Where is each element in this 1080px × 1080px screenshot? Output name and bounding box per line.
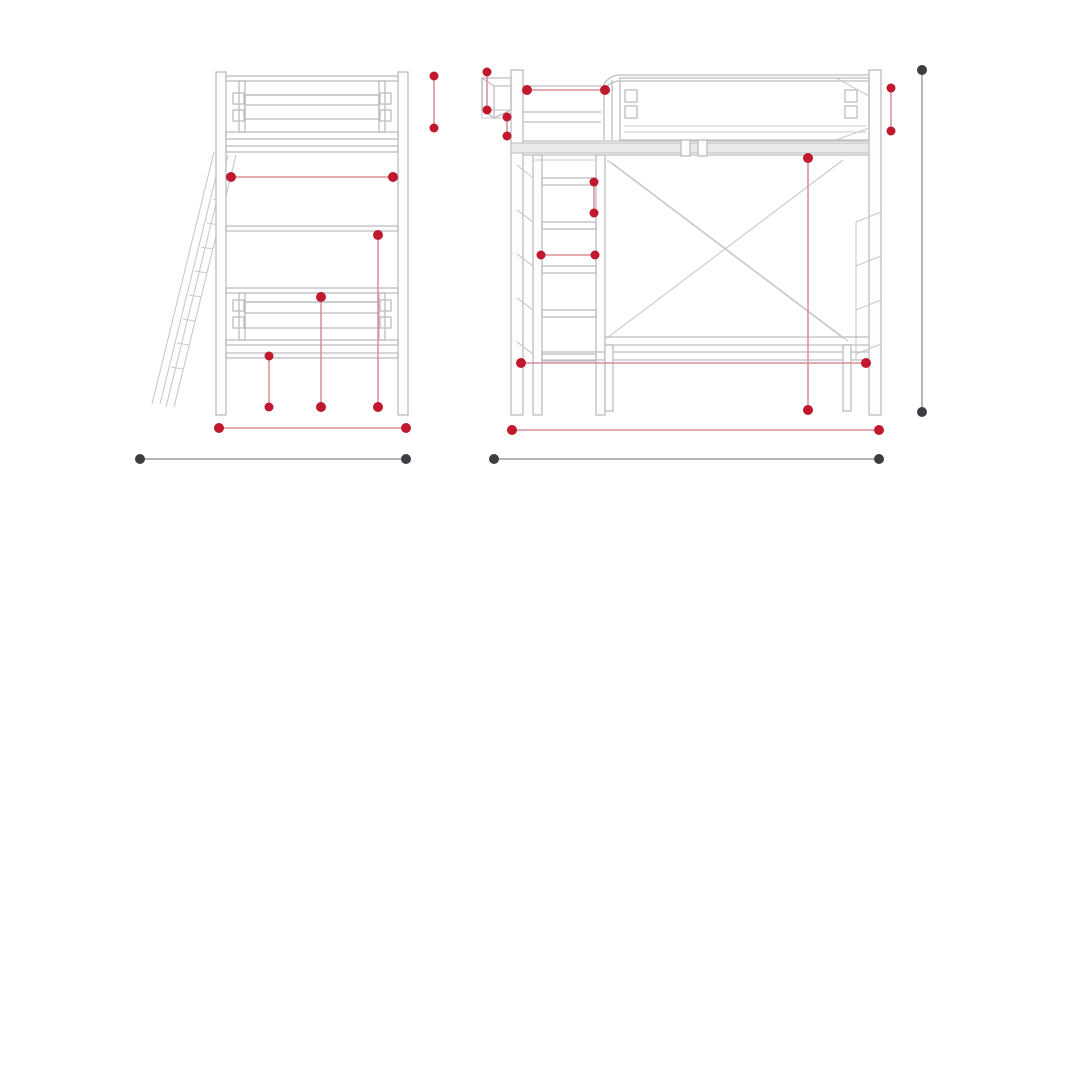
dimension-drawing: [0, 0, 1080, 500]
dimension-15: [483, 68, 492, 115]
front-mid-rail: [226, 226, 398, 231]
dimension-104-horizontal: [214, 423, 411, 433]
front-top-guard-rail: [226, 76, 398, 152]
dimension-96: [226, 172, 398, 182]
front-elevation-graphic: [152, 72, 408, 415]
dimension-221-depth: [489, 454, 884, 464]
front-left-post: [216, 72, 226, 415]
front-right-post: [398, 72, 408, 415]
dimension-36-5: [430, 72, 439, 133]
front-view-dimensions: [135, 72, 439, 465]
dimension-27: [887, 84, 896, 136]
front-lower-rail: [226, 288, 398, 358]
dimension-150-width: [135, 454, 411, 464]
side-bottom-rails: [541, 337, 869, 411]
dimension-190-height: [917, 65, 927, 417]
side-ladder: [517, 155, 605, 415]
dimension-55: [265, 352, 274, 412]
dimension-104-vertical: [373, 230, 383, 412]
dimension-205: [507, 425, 884, 435]
dimension-69-5: [316, 292, 326, 412]
dimension-33-5: [537, 251, 600, 260]
bed-platform: [511, 140, 869, 156]
dimension-150-height: [803, 153, 813, 415]
side-guard-rail: [523, 75, 869, 140]
cross-brace: [607, 160, 848, 341]
dimension-13: [503, 113, 512, 141]
